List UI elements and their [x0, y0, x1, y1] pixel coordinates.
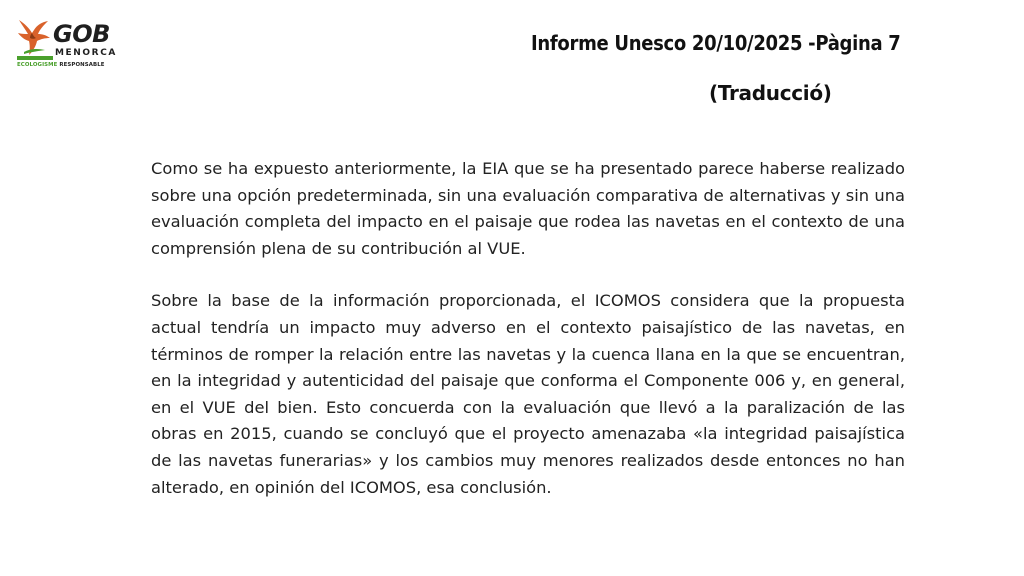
logo-tagline-dark: RESPONSABLE: [59, 62, 105, 68]
document-body: [151, 156, 905, 501]
logo-tagline-green: ECOLOGISME: [17, 62, 58, 68]
logo-region: MENORCA: [55, 48, 117, 58]
kite-bird-icon: [15, 16, 55, 58]
paragraph-1: Como se ha expuesto anteriormente, la EIA que se ha presentado parece haberse realizado sobre una opción predeterminada, sin una evaluación comparativa de alternativas y sin una evaluación completa del impacto en el paisaje que rodea las navetas en el contexto de una comprensión plena de su contribución al VUE.: [151, 159, 905, 258]
page-title: Informe Unesco 20/10/2025 -Pàgina 7: [531, 31, 901, 55]
logo-tagline: [17, 63, 105, 68]
logo-green-bar: [17, 56, 53, 60]
gob-menorca-logo: [15, 16, 120, 74]
paragraph-2: Sobre la base de la información proporcionada, el ICOMOS considera que la propuesta actual tendría un impacto muy adverso en el contexto paisajístico de las navetas, en términos de romper la relación entre las navetas y la cuenca llana en la que se encuentran, en la integridad y autenticidad del paisaje que conforma el Componente 006 y, en general, en el VUE del bien. Esto concuerda con la evaluación que llevó a la paralización de las obras en 2015, cuando se concluyó que el proyecto amenazaba «la integridad paisajística de las navetas funerarias» y los cambios muy menores realizados desde entonces no han alterado, en opinión del ICOMOS, esa conclusión.: [151, 291, 905, 497]
logo-wordmark: GOB: [53, 20, 110, 48]
page-subtitle: (Traducció): [709, 81, 832, 105]
